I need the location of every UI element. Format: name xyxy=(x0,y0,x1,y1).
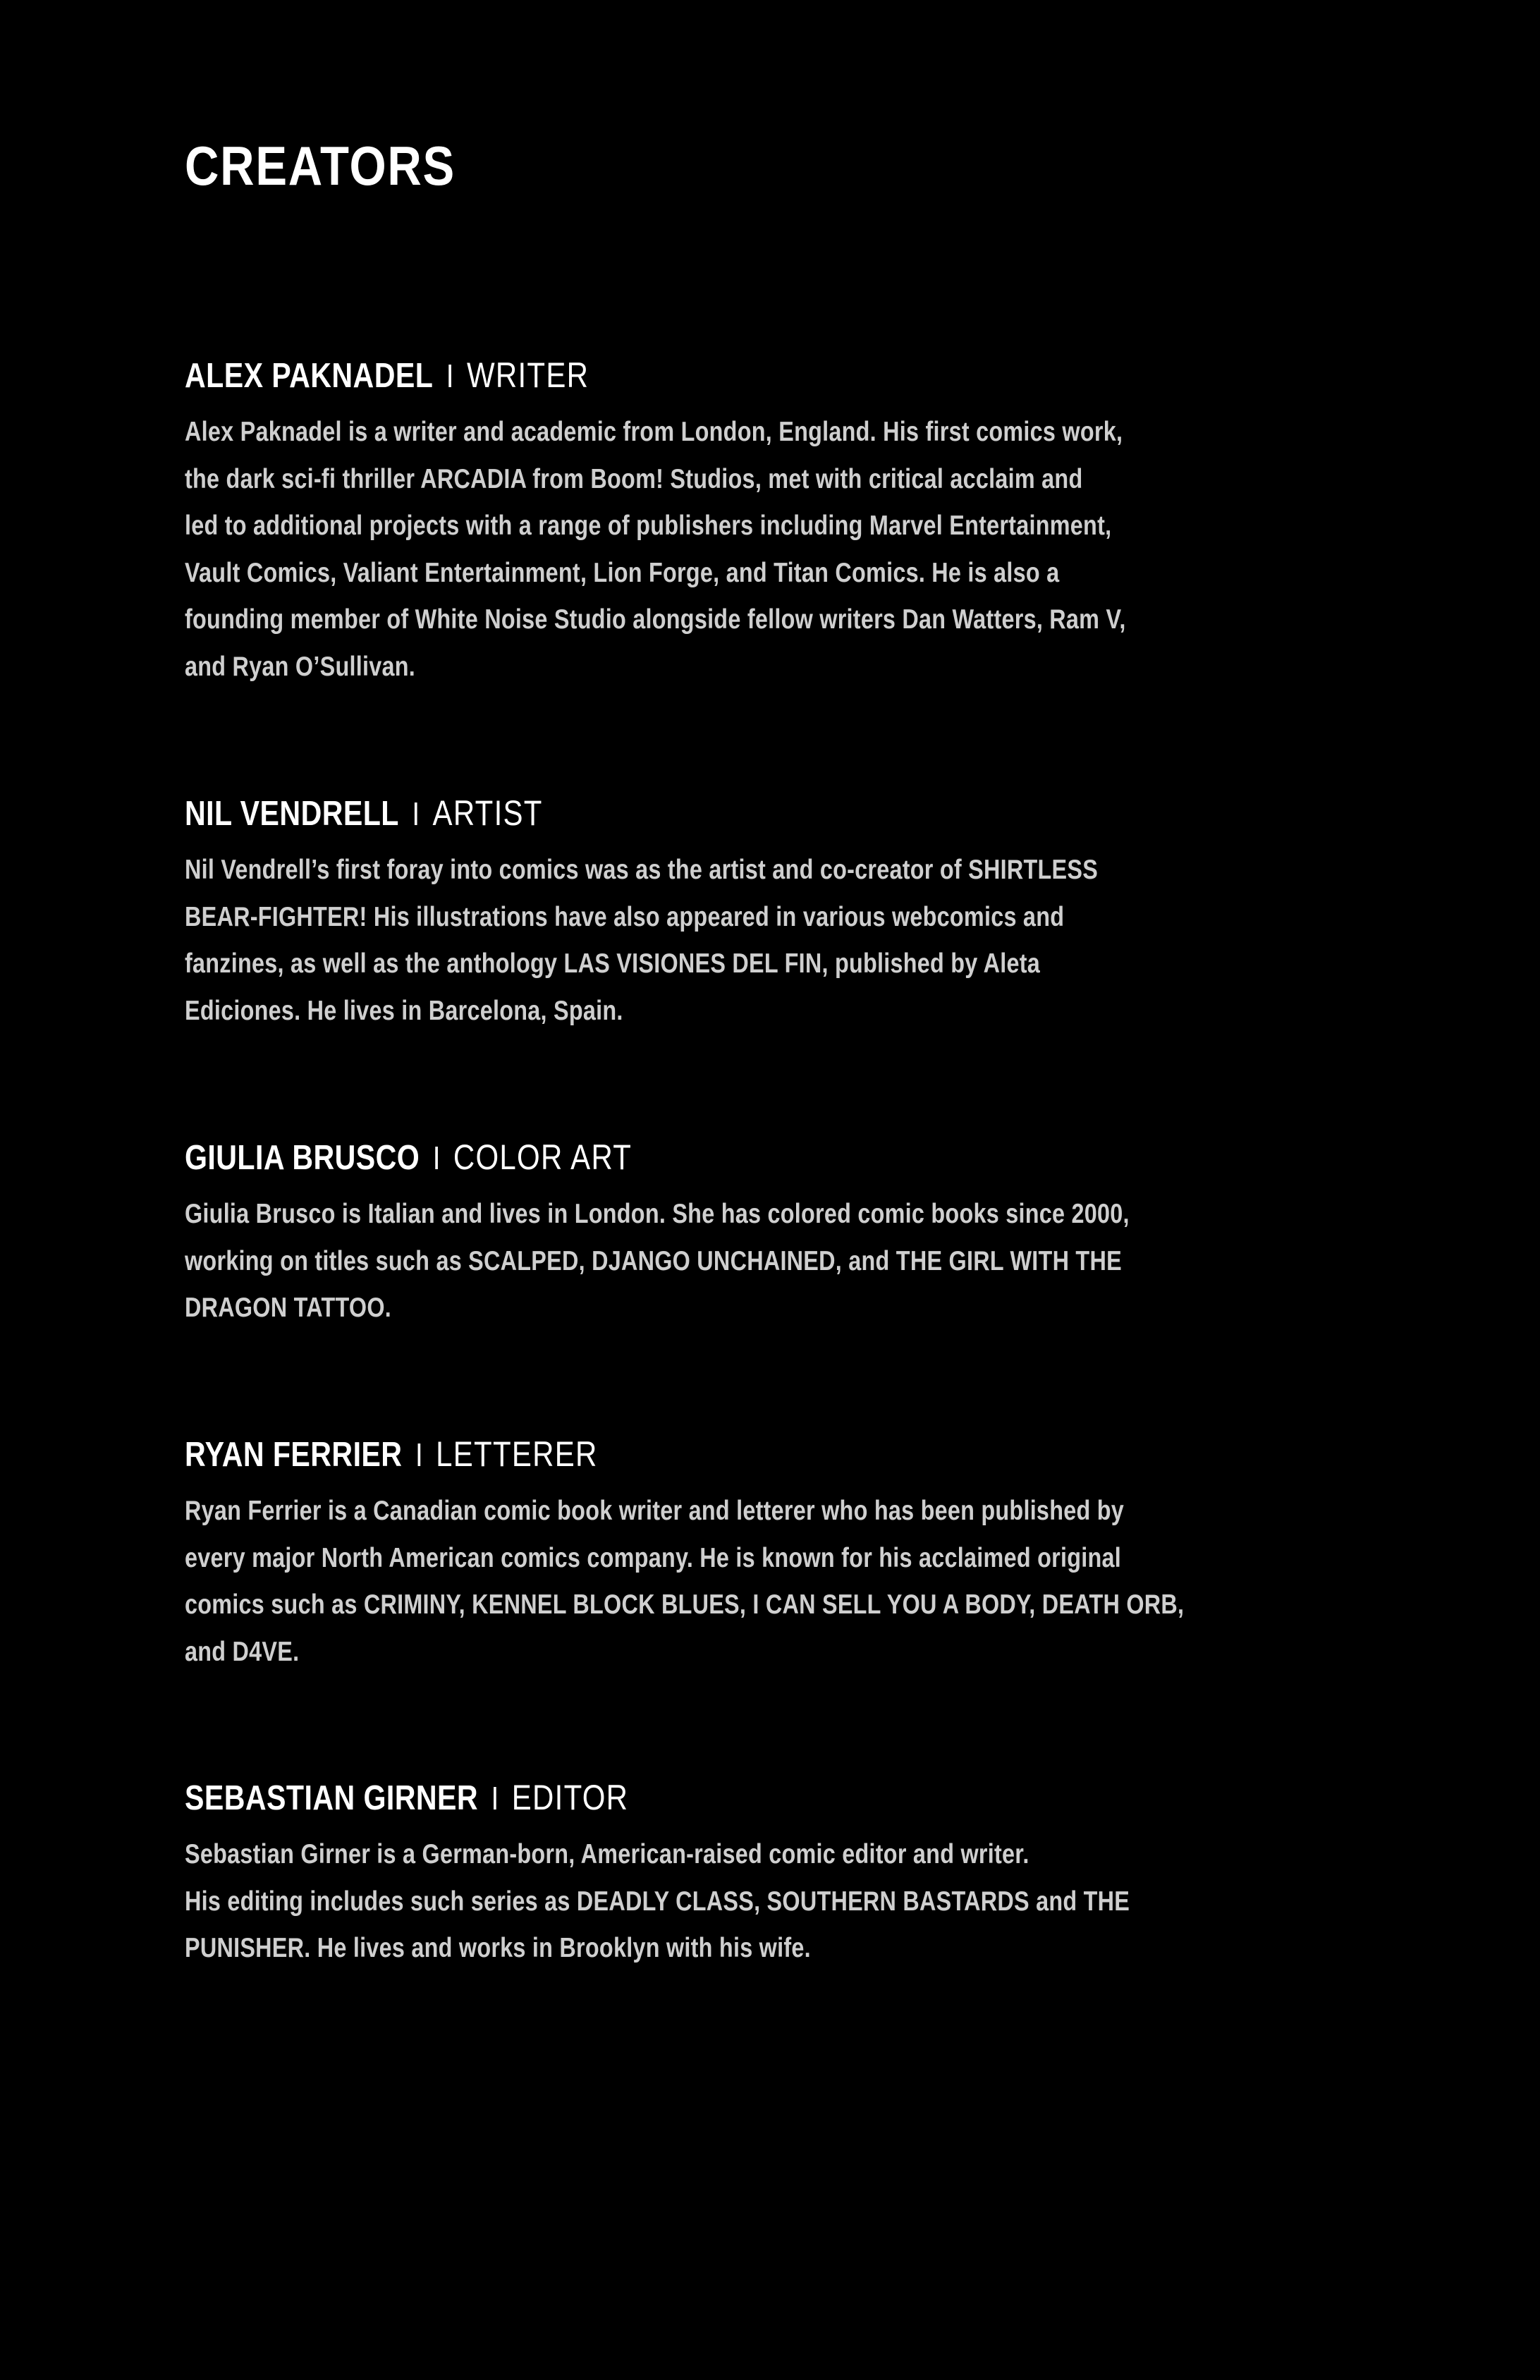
creator-name: GIULIA BRUSCO xyxy=(185,1139,420,1177)
bio-line: and D4VE. xyxy=(185,1636,300,1667)
creator-name: ALEX PAKNADEL xyxy=(185,357,434,395)
bio-line: working on titles such as SCALPED, DJANGO UNCHAINED, and THE GIRL WITH THE xyxy=(185,1245,1122,1276)
bio-line: the dark sci-fi thriller ARCADIA from Boom! Studios, met with critical acclaim and xyxy=(185,463,1083,494)
bio-line: every major North American comics company. He is known for his acclaimed original xyxy=(185,1542,1121,1573)
bio-line: Alex Paknadel is a writer and academic from London, England. His first comics work, xyxy=(185,417,1123,447)
creator-role: COLOR ART xyxy=(453,1137,632,1177)
heading-separator: I xyxy=(432,1140,441,1176)
creator-role: WRITER xyxy=(466,355,589,395)
bio-line: Giulia Brusco is Italian and lives in London. She has colored comic books since 2000, xyxy=(185,1199,1130,1229)
creator-role: LETTERER xyxy=(436,1434,598,1474)
creator-heading xyxy=(185,1136,1239,1178)
creator-entry-alex-paknadel xyxy=(185,354,1440,690)
creator-bio xyxy=(185,1191,1226,1332)
bio-line: Nil Vendrell’s first foray into comics was as the artist and co-creator of SHIRTLESS xyxy=(185,855,1099,885)
creator-role: EDITOR xyxy=(511,1778,629,1817)
bio-line: BEAR-FIGHTER! His illustrations have also appeared in various webcomics and xyxy=(185,901,1065,932)
heading-separator: I xyxy=(415,1436,423,1473)
heading-separator: I xyxy=(446,358,454,394)
creator-bio xyxy=(185,1831,1226,1972)
creator-entry-nil-vendrell xyxy=(185,792,1440,1035)
creator-name: RYAN FERRIER xyxy=(185,1436,403,1474)
bio-line: Vault Comics, Valiant Entertainment, Lion Forge, and Titan Comics. He is also a xyxy=(185,557,1060,588)
bio-line: PUNISHER. He lives and works in Brooklyn with his wife. xyxy=(185,1933,811,1963)
creator-name: NIL VENDRELL xyxy=(185,795,399,833)
creator-heading xyxy=(185,1433,1239,1475)
creator-bio xyxy=(185,847,1226,1035)
heading-separator: I xyxy=(491,1780,499,1817)
bio-line: Ediciones. He lives in Barcelona, Spain. xyxy=(185,995,623,1026)
creator-entry-ryan-ferrier xyxy=(185,1433,1440,1676)
creator-entry-giulia-brusco xyxy=(185,1136,1440,1332)
bio-line: Ryan Ferrier is a Canadian comic book writer and letterer who has been published by xyxy=(185,1496,1125,1526)
creator-heading xyxy=(185,354,1239,396)
bio-line: founding member of White Noise Studio alongside fellow writers Dan Watters, Ram V, xyxy=(185,604,1126,635)
creator-heading xyxy=(185,1776,1239,1819)
bio-line: DRAGON TATTOO. xyxy=(185,1293,392,1323)
creator-bio xyxy=(185,409,1226,690)
page-title: CREATORS xyxy=(185,135,456,197)
bio-line: fanzines, as well as the anthology LAS VISIONES DEL FIN, published by Aleta xyxy=(185,948,1041,979)
bio-line: led to additional projects with a range of publishers including Marvel Entertainment, xyxy=(185,511,1112,541)
creator-entry-sebastian-girner xyxy=(185,1776,1440,1972)
bio-line: comics such as CRIMINY, KENNEL BLOCK BLUES, I CAN SELL YOU A BODY, DEATH ORB, xyxy=(185,1589,1185,1620)
creator-heading xyxy=(185,792,1239,834)
creator-name: SEBASTIAN GIRNER xyxy=(185,1779,479,1817)
heading-separator: I xyxy=(412,795,420,832)
bio-line: Sebastian Girner is a German-born, American-raised comic editor and writer. xyxy=(185,1839,1029,1869)
creator-bio xyxy=(185,1488,1226,1676)
bio-line: His editing includes such series as DEADLY CLASS, SOUTHERN BASTARDS and THE xyxy=(185,1886,1130,1917)
creator-role: ARTIST xyxy=(432,793,543,833)
bio-line: and Ryan O’Sullivan. xyxy=(185,651,415,682)
